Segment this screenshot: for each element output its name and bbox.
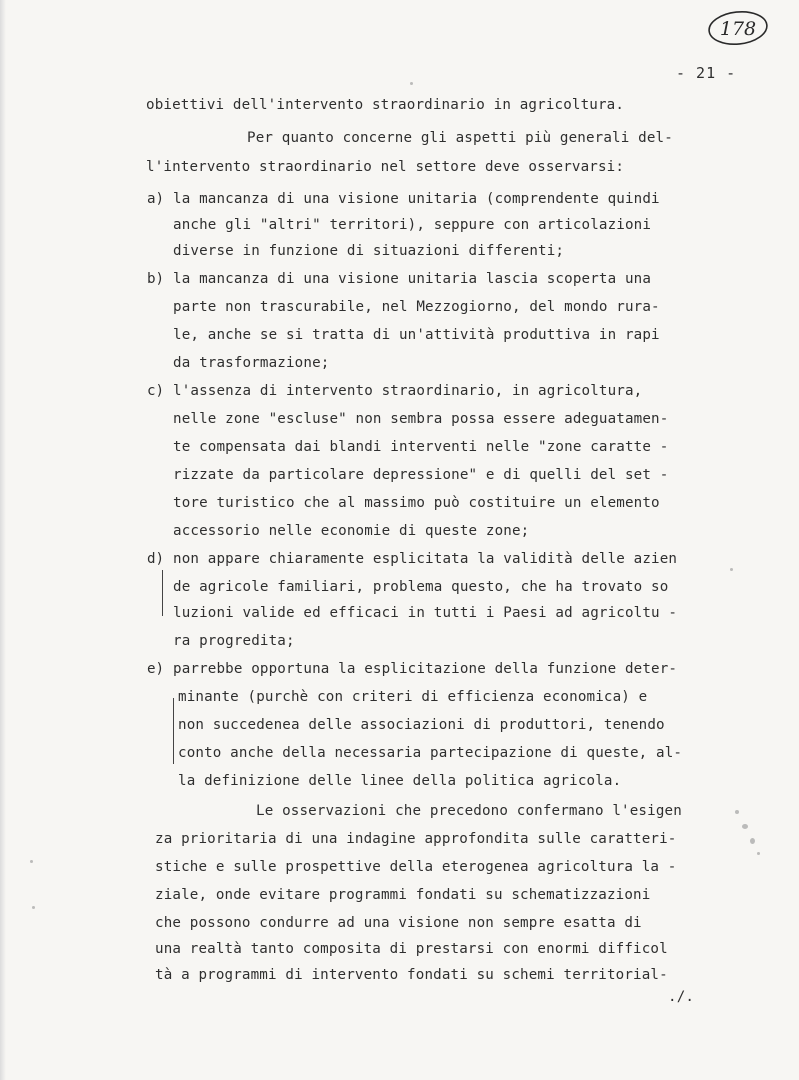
text-line: tà a programmi di intervento fondati su schemi territorial- xyxy=(155,967,668,983)
text-line: luzioni valide ed efficaci in tutti i Paesi ad agricoltu - xyxy=(173,605,678,621)
scan-smudge xyxy=(735,810,739,814)
text-line: rizzate da particolare depressione" e di quelli del set - xyxy=(173,467,669,483)
text-line: nelle zone "escluse" non sembra possa essere adeguatamen- xyxy=(173,411,669,427)
list-marker-e: e) xyxy=(147,661,165,677)
text-line: la mancanza di una visione unitaria (comprendente quindi xyxy=(173,191,660,207)
list-marker-c: c) xyxy=(147,383,165,399)
text-line: la mancanza di una visione unitaria lascia scoperta una xyxy=(173,271,652,287)
text-line: ziale, onde evitare programmi fondati su schematizzazioni xyxy=(155,887,651,903)
text-line: te compensata dai blandi interventi nelle "zone caratte - xyxy=(173,439,669,455)
text-line: non appare chiaramente esplicitata la validità delle azien xyxy=(173,551,678,567)
archive-stamp xyxy=(706,8,770,48)
text-line: conto anche della necessaria partecipazione di queste, al- xyxy=(178,745,683,761)
text-line: Le osservazioni che precedono confermano l'esigen xyxy=(256,803,682,819)
text-line: non succedenea delle associazioni di produttori, tenendo xyxy=(178,717,665,733)
text-line: parte non trascurabile, nel Mezzogiorno, del mondo rura- xyxy=(173,299,660,315)
scan-edge xyxy=(0,0,6,1080)
scan-smudge xyxy=(750,838,755,844)
stamp-oval-icon xyxy=(706,8,770,48)
text-line: accessorio nelle economie di queste zone; xyxy=(173,523,530,539)
scan-smudge xyxy=(742,824,748,829)
text-line: Per quanto concerne gli aspetti più generali del- xyxy=(247,130,673,146)
scan-smudge xyxy=(730,568,733,571)
text-line: anche gli "altri" territori), seppure con articolazioni xyxy=(173,217,652,233)
text-line: le, anche se si tratta di un'attività produttiva in rapi xyxy=(173,327,660,343)
text-line: una realtà tanto composita di prestarsi con enormi difficol xyxy=(155,941,668,957)
list-marker-a: a) xyxy=(147,191,165,207)
margin-annotation-bar xyxy=(162,570,163,616)
text-line: minante (purchè con criteri di efficienza economica) e xyxy=(178,689,648,705)
text-line: diverse in funzione di situazioni differenti; xyxy=(173,243,565,259)
text-line: l'assenza di intervento straordinario, in agricoltura, xyxy=(173,383,643,399)
page-number: - 21 - xyxy=(676,64,737,82)
text-line: za prioritaria di una indagine approfondita sulle caratteri- xyxy=(155,831,677,847)
scan-smudge xyxy=(32,906,35,909)
text-line: parrebbe opportuna la esplicitazione della funzione deter- xyxy=(173,661,678,677)
text-line: de agricole familiari, problema questo, che ha trovato so xyxy=(173,579,669,595)
list-marker-d: d) xyxy=(147,551,165,567)
text-line: da trasformazione; xyxy=(173,355,330,371)
list-marker-b: b) xyxy=(147,271,165,287)
text-line: obiettivi dell'intervento straordinario in agricoltura. xyxy=(146,97,625,113)
text-line: l'intervento straordinario nel settore deve osservarsi: xyxy=(146,159,625,175)
stamp-number: 178 xyxy=(719,18,757,40)
text-line: tore turistico che al massimo può costituire un elemento xyxy=(173,495,660,511)
margin-annotation-bar xyxy=(173,698,174,764)
text-line: stiche e sulle prospettive della eterogenea agricoltura la - xyxy=(155,859,677,875)
scan-smudge xyxy=(757,852,760,855)
scan-smudge xyxy=(410,82,413,85)
scan-smudge xyxy=(30,860,33,863)
text-line: la definizione delle linee della politica agricola. xyxy=(178,773,622,789)
text-line: ./. xyxy=(668,989,695,1005)
text-line: ra progredita; xyxy=(173,633,295,649)
text-line: che possono condurre ad una visione non sempre esatta di xyxy=(155,915,642,931)
